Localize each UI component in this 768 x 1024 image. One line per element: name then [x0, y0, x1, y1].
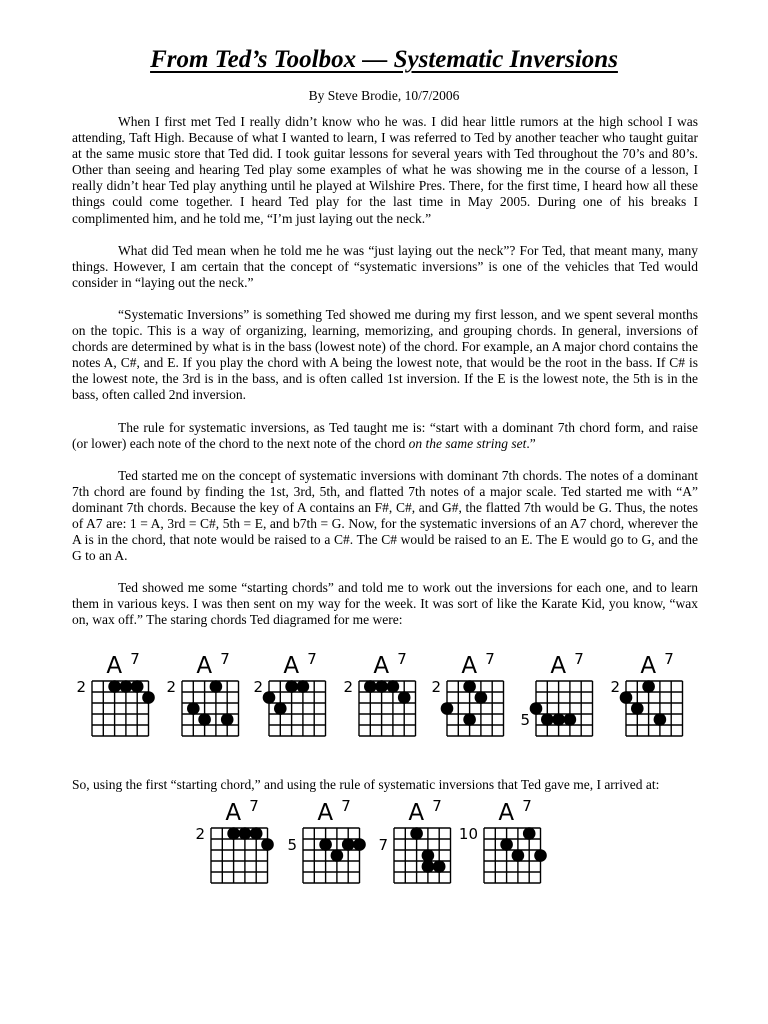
- chord-name: A: [317, 800, 334, 826]
- paragraph-caption: So, using the first “starting chord,” and using the rule of systematic inversions that Ted gave me, I arrived at:: [72, 777, 660, 792]
- fret-number: 2: [166, 678, 176, 696]
- finger-dot: [422, 849, 435, 862]
- finger-dot: [433, 860, 446, 873]
- chord-name: A: [498, 800, 515, 826]
- finger-dot: [342, 838, 355, 851]
- fretboard-grid: [626, 681, 683, 736]
- inversion-chord-3: [378, 797, 450, 883]
- paragraph-starting-chords: Ted showed me some “starting chords” and told me to work out the inversions for each one, and to learn them in various keys. I was then sent on my way for the week. It was sort of like the Karate Kid, you know, “wax on, wax off.” The staring chords Ted diagramed for me were:: [72, 580, 698, 628]
- caption-inversions: [72, 777, 698, 809]
- fret-number: 2: [610, 678, 620, 696]
- fretboard-grid: [536, 681, 593, 736]
- finger-dot: [410, 827, 423, 840]
- fretboard-grid: [359, 681, 416, 736]
- finger-dot: [239, 827, 252, 840]
- fret-number: 10: [458, 825, 478, 843]
- finger-dot: [441, 702, 454, 715]
- inversion-chord-4: [459, 797, 547, 883]
- finger-dot: [523, 827, 536, 840]
- finger-dot: [534, 849, 547, 862]
- fretboard-grid: [92, 681, 149, 736]
- finger-dot: [227, 827, 240, 840]
- chord-superscript: 7: [397, 650, 407, 668]
- finger-dot: [221, 713, 234, 726]
- fretboard-grid: [182, 681, 239, 736]
- inversion-chord-1: [195, 797, 273, 883]
- finger-dot: [261, 838, 274, 851]
- finger-dot: [463, 713, 476, 726]
- fretboard-grid: [447, 681, 504, 736]
- finger-dot: [198, 713, 211, 726]
- paragraph-dominant-7th: Ted started me on the concept of systematic inversions with dominant 7th chords. The notes of a dominant 7th chord are found by finding the 1st, 3rd, 5th, and flatted 7th notes of a major scale. Ted started me with “A” dominant 7th chords. Because the key of A contains an F#, C#, and G#, the flatted 7th would be G. Thus, the notes of A7 are: 1 = A, 3rd = C#, 5th = E, and b7th = G. Now, for the systematic inversions of an A7 chord, wherever the A is in the chord, that note would be raised to a C#. The C# would be raised to an E. The E would go to G, and the G to an A.: [72, 467, 698, 564]
- finger-dot: [620, 691, 633, 704]
- finger-dot: [297, 680, 310, 693]
- finger-dot: [654, 713, 667, 726]
- finger-dot: [285, 680, 298, 693]
- finger-dot: [319, 838, 332, 851]
- finger-dot: [120, 680, 133, 693]
- chord-name: A: [373, 653, 390, 679]
- paragraph-intro: When I first met Ted I really didn’t know who he was. I did hear little rumors at the high school I was attending, Taft High. Because of what I wanted to learn, I was referred to Ted by another teacher who taught guitar at the same music store that Ted did. I took guitar lessons for several years with Ted throughout the 70’s and 80’s. Other than seeing and hearing Ted play some examples of what he was showing me in the course of a lesson, I really didn’t hear Ted play anything until he played at Wilshire Pres. There, for the first time, I heard how all these things could come together. I heard Ted play for the last time in May 2005. During one of his breaks I complimented him, and he told me, “I’m just laying out the neck.”: [72, 114, 698, 226]
- chord-superscript: 7: [220, 650, 230, 668]
- finger-dot: [387, 680, 400, 693]
- starting-chord-4: [343, 650, 415, 736]
- finger-dot: [398, 691, 411, 704]
- inversion-chord-2: [287, 797, 365, 883]
- chord-superscript: 7: [574, 650, 584, 668]
- chord-name: A: [196, 653, 213, 679]
- fret-number: 2: [76, 678, 86, 696]
- chord-name: A: [106, 653, 123, 679]
- finger-dot: [353, 838, 366, 851]
- paragraph-rule: The rule for systematic inversions, as Ted taught me is: “start with a dominant 7th chord form, and raise (or lower) each note of the chord to the next note of the chord on the same string set.”: [72, 419, 698, 451]
- finger-dot: [274, 702, 287, 715]
- page-title: From Ted’s Toolbox — Systematic Inversions: [150, 46, 618, 73]
- starting-chord-5: [431, 650, 503, 736]
- fretboard-grid: [484, 828, 541, 883]
- fret-number: 2: [431, 678, 441, 696]
- starting-chords-row: [76, 650, 682, 736]
- chord-name: A: [640, 653, 657, 679]
- chord-superscript: 7: [432, 797, 442, 815]
- starting-chord-6: [520, 650, 592, 736]
- starting-chord-2: [166, 650, 238, 736]
- finger-dot: [422, 860, 435, 873]
- starting-chord-1: [76, 650, 154, 736]
- finger-dot: [541, 713, 554, 726]
- chord-superscript: 7: [130, 650, 140, 668]
- byline: By Steve Brodie, 10/7/2006: [308, 88, 460, 103]
- finger-dot: [263, 691, 276, 704]
- fretboard-grid: [211, 828, 268, 883]
- article-body: [72, 114, 698, 645]
- chord-superscript: 7: [522, 797, 532, 815]
- finger-dot: [512, 849, 525, 862]
- chord-superscript: 7: [485, 650, 495, 668]
- chord-name: A: [283, 653, 300, 679]
- fretboard-grid: [303, 828, 360, 883]
- paragraph-laying-out-neck: What did Ted mean when he told me he was “just laying out the neck”? For Ted, that meant many, many things. However, I am certain that the concept of “systematic inversions” is one of the vehicles that Ted would consider in “laying out the neck.”: [72, 242, 698, 290]
- finger-dot: [331, 849, 344, 862]
- finger-dot: [463, 680, 476, 693]
- chord-superscript: 7: [249, 797, 259, 815]
- finger-dot: [364, 680, 377, 693]
- starting-chord-7: [610, 650, 682, 736]
- finger-dot: [375, 680, 388, 693]
- fret-number: 2: [253, 678, 263, 696]
- fret-number: 5: [520, 711, 530, 729]
- chord-superscript: 7: [307, 650, 317, 668]
- fret-number: 7: [378, 836, 388, 854]
- finger-dot: [250, 827, 263, 840]
- finger-dot: [187, 702, 200, 715]
- chord-name: A: [225, 800, 242, 826]
- finger-dot: [530, 702, 543, 715]
- finger-dot: [210, 680, 223, 693]
- finger-dot: [552, 713, 565, 726]
- chord-name: A: [408, 800, 425, 826]
- fret-number: 2: [343, 678, 353, 696]
- finger-dot: [142, 691, 155, 704]
- finger-dot: [642, 680, 655, 693]
- finger-dot: [475, 691, 488, 704]
- finger-dot: [564, 713, 577, 726]
- finger-dot: [108, 680, 121, 693]
- rule-emphasis: on the same string set: [408, 435, 527, 451]
- fret-number: 2: [195, 825, 205, 843]
- chord-name: A: [550, 653, 567, 679]
- chord-superscript: 7: [341, 797, 351, 815]
- starting-chord-3: [253, 650, 325, 736]
- fret-number: 5: [287, 836, 297, 854]
- chord-name: A: [461, 653, 478, 679]
- inversion-chords-row: [195, 797, 546, 883]
- finger-dot: [131, 680, 144, 693]
- fretboard-grid: [394, 828, 451, 883]
- chord-superscript: 7: [664, 650, 674, 668]
- finger-dot: [631, 702, 644, 715]
- paragraph-systematic-inversions: “Systematic Inversions” is something Ted showed me during my first lesson, and we spent several months on the topic. This is a way of organizing, learning, memorizing, and grouping chords. In general, inversions of chords are determined by what is in the bass (lowest note) of the chord. For example, an A major chord contains the notes A, C#, and E. If you play the chord with A being the lowest note, that would be the root in the bass. If C# is the lowest note, the 3rd is in the bass, and is often called 1st inversion. If the E is the lowest note, the 5th is in the bass, often called 2nd inversion.: [72, 306, 698, 403]
- fretboard-grid: [269, 681, 326, 736]
- finger-dot: [500, 838, 513, 851]
